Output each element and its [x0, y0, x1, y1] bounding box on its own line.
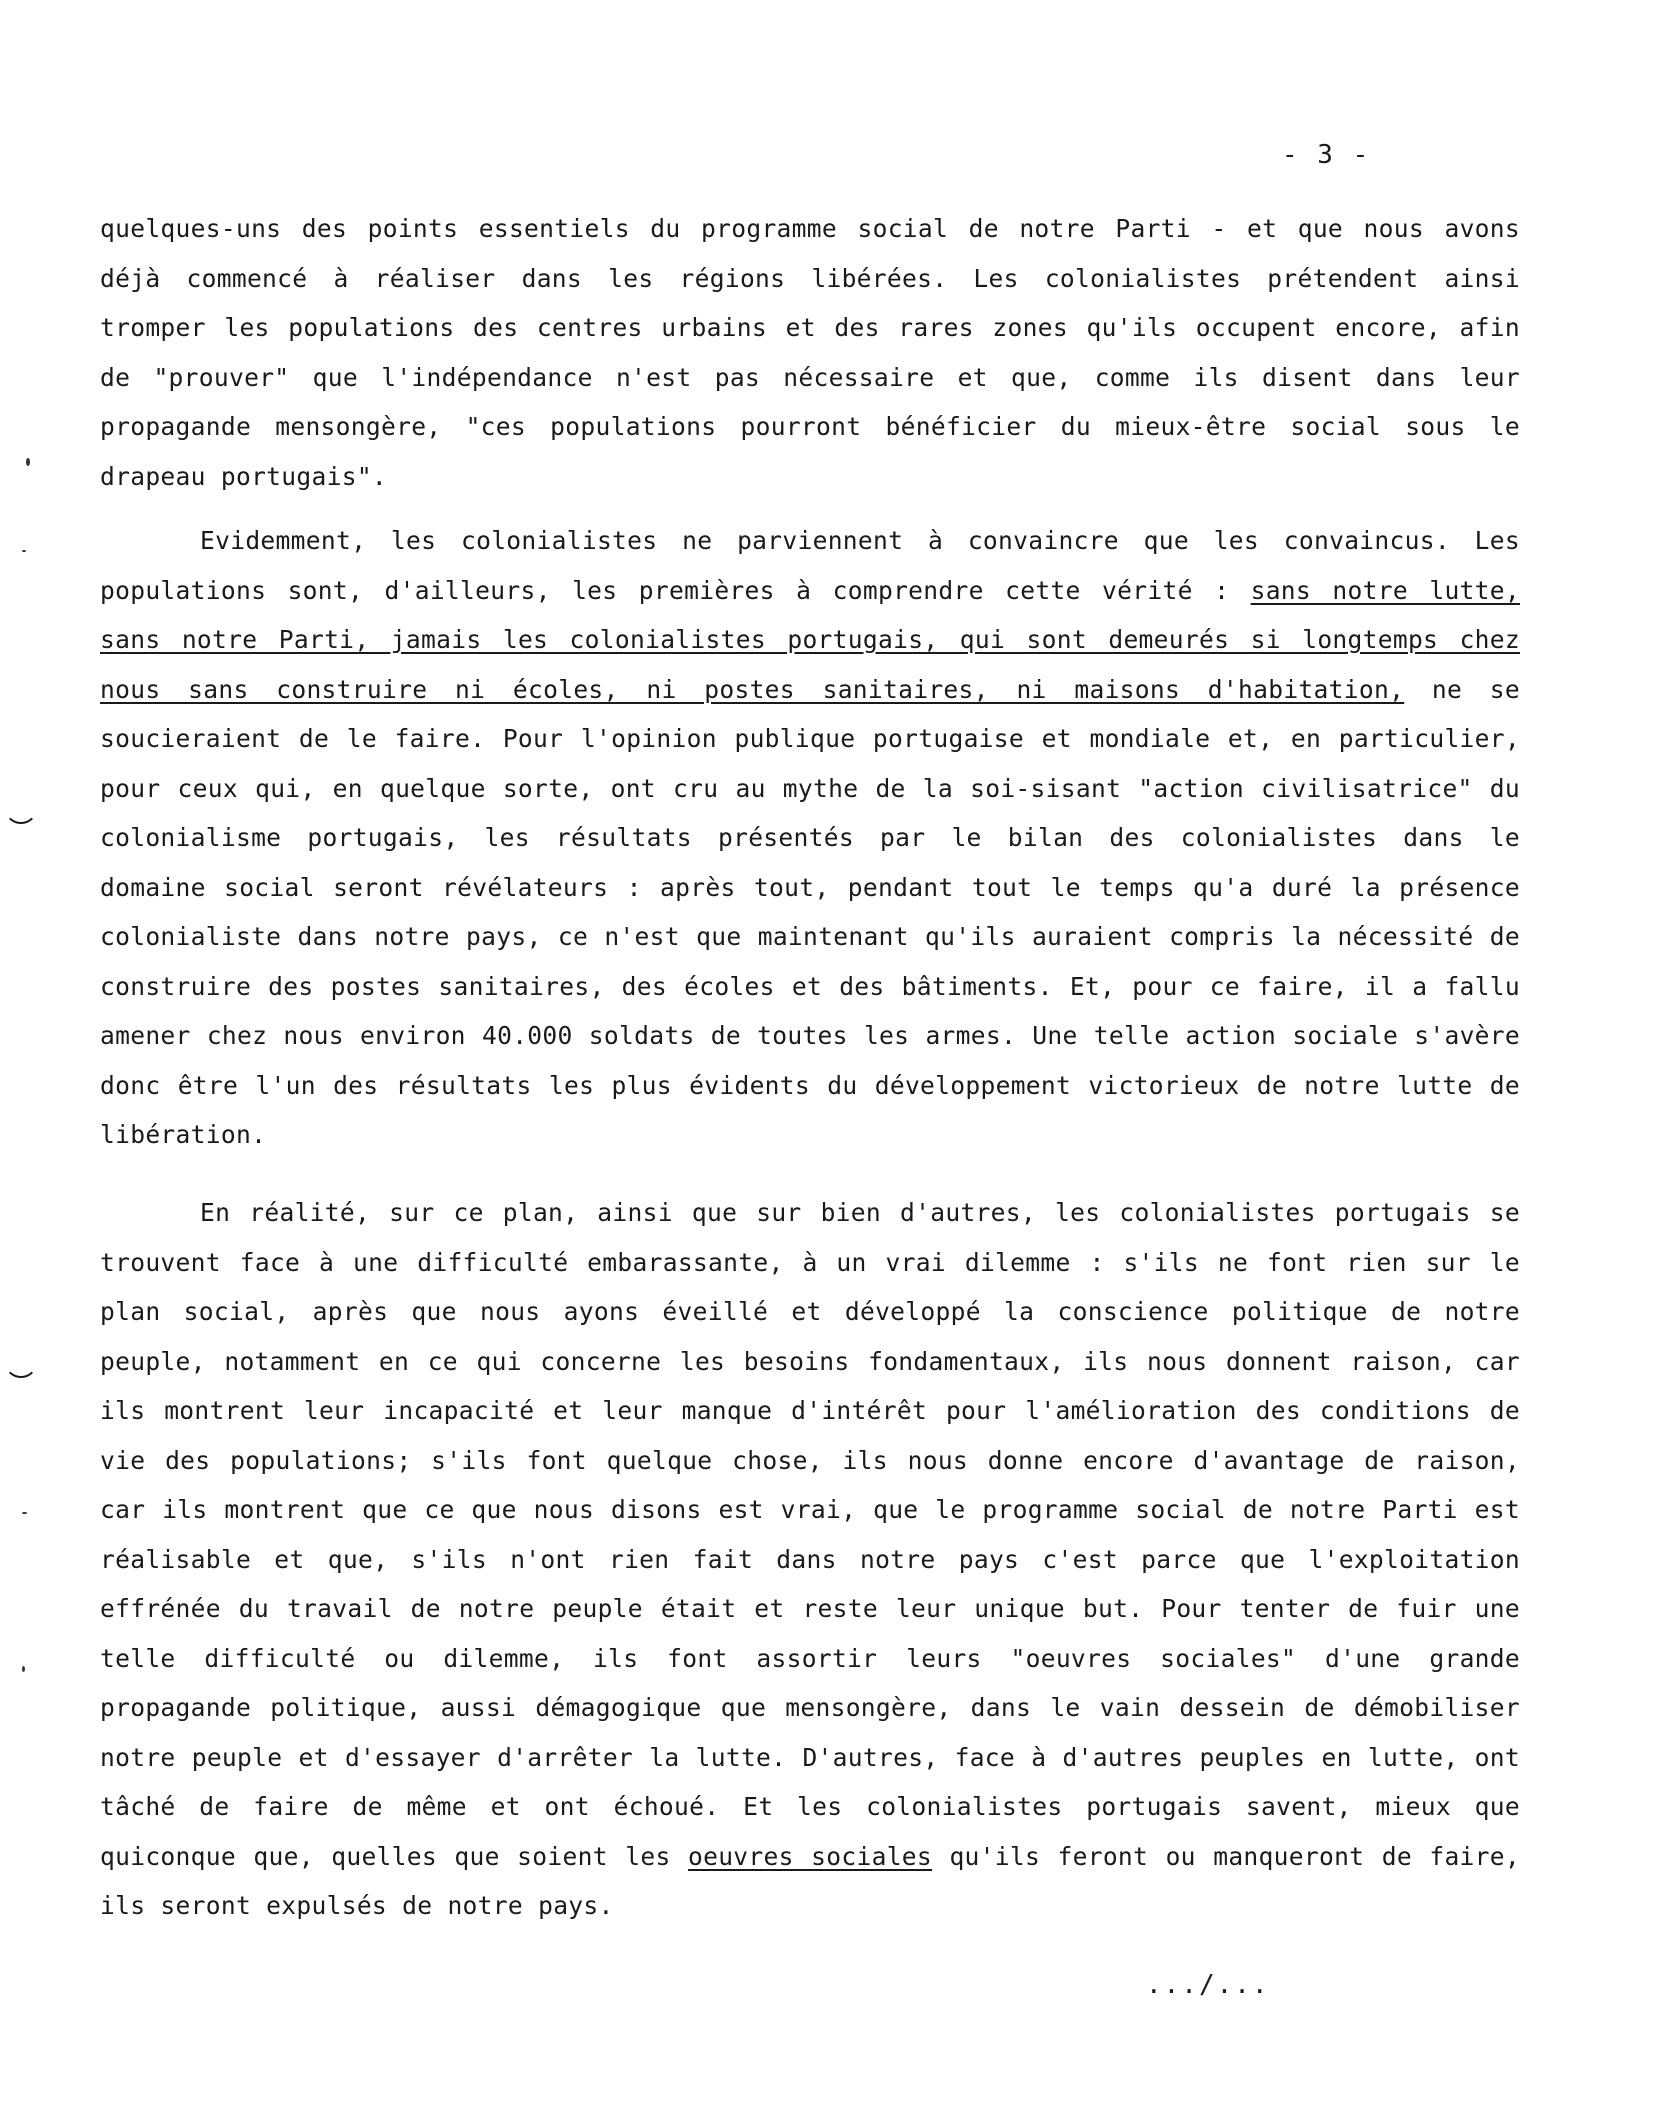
margin-punch-mark-bottom — [4, 1352, 38, 1378]
margin-speck — [22, 1512, 27, 1514]
paragraph-1-text: quelques-uns des points essentiels du programme social de notre Parti - et que nous avons déjà commencé à réaliser dans les régions libérées. Les colonialistes prétendent ainsi tromper les populations des centres urbains et des rares zones qu'ils occupent encore, afin de "prouver" que l'indépendance n'est pas nécessaire et que, comme ils disent dans leur propagande mensongère, "ces populations pourront bénéficier du mieux-être social sous le drapeau portugais". — [100, 214, 1520, 491]
margin-punch-mark-top — [4, 798, 38, 824]
paragraph-2-text-before: Evidemment, les colonialistes ne parviennent à convaincre que les convaincus. Les populations sont, d'ailleurs, les premières à comprendre cette vérité : — [100, 526, 1520, 605]
paragraph-2 — [100, 516, 1520, 1160]
paragraph-3-underlined-text: oeuvres sociales — [687, 1841, 933, 1871]
paragraph-2-text-after: ne se soucieraient de le faire. Pour l'opinion publique portugaise et mondiale et, en particulier, pour ceux qui, en quelque sorte, ont cru au mythe de la soi-sisant "action civilisatrice" du colonialisme portugais, les résultats présentés par le bilan des colonialistes dans le domaine social seront révélateurs : après tout, pendant tout le temps qu'a duré la présence colonialiste dans notre pays, ce n'est que maintenant qu'ils auraient compris la nécessité de construire des postes sanitaires, des écoles et des bâtiments. Et, pour ce faire, il a fallu amener chez nous environ 40.000 soldats de toutes les armes. Une telle action sociale s'avère donc être l'un des résultats les plus évidents du développement victorieux de notre lutte de libération. — [100, 674, 1520, 1149]
paragraph-3-text-before: En réalité, sur ce plan, ainsi que sur bien d'autres, les colonialistes portugais se trouvent face à une difficulté embarassante, à un vrai dilemme : s'ils ne font rien sur le plan social, après que nous ayons éveillé et développé la conscience politique de notre peuple, notamment en ce qui concerne les besoins fondamentaux, ils nous donnent raison, car ils montrent leur incapacité et leur manque d'intérêt pour l'amélioration des conditions de vie des populations; s'ils font quelque chose, ils nous donne encore d'avantage de raison, car ils montrent que ce que nous disons est vrai, que le programme social de notre Parti est réalisable et que, s'ils n'ont rien fait dans notre pays c'est parce que l'exploitation effrénée du travail de notre peuple était et reste leur unique but. Pour tenter de fuir une telle difficulté ou dilemme, ils font assortir leurs "oeuvres sociales" d'une grande propagande politique, aussi démagogique que mensongère, dans le vain dessein de démobiliser notre peuple et d'essayer d'arrêter la lutte. D'autres, face à d'autres peuples en lutte, ont tâché de faire de même et ont échoué. Et les colonialistes portugais savent, mieux que quiconque que, quelles que soient les — [100, 1198, 1520, 1871]
continuation-mark: .../... — [1146, 1970, 1270, 2000]
margin-speck — [22, 1666, 25, 1672]
paragraph-2-underlined-text: sans notre lutte, sans notre Parti, jamais les colonialistes portugais, qui sont demeurés si longtemps chez nous sans construire ni écoles, ni postes sanitaires, ni maisons d'habitation, — [100, 575, 1520, 704]
page-number: - 3 - — [1282, 140, 1371, 170]
paragraph-3-text-after: qu'ils feront ou manqueront de faire, ils seront expulsés de notre pays. — [100, 1841, 1520, 1920]
paragraph-1 — [100, 204, 1520, 501]
paragraph-3 — [100, 1188, 1520, 1931]
margin-speck — [22, 550, 26, 552]
margin-speck — [26, 458, 30, 466]
